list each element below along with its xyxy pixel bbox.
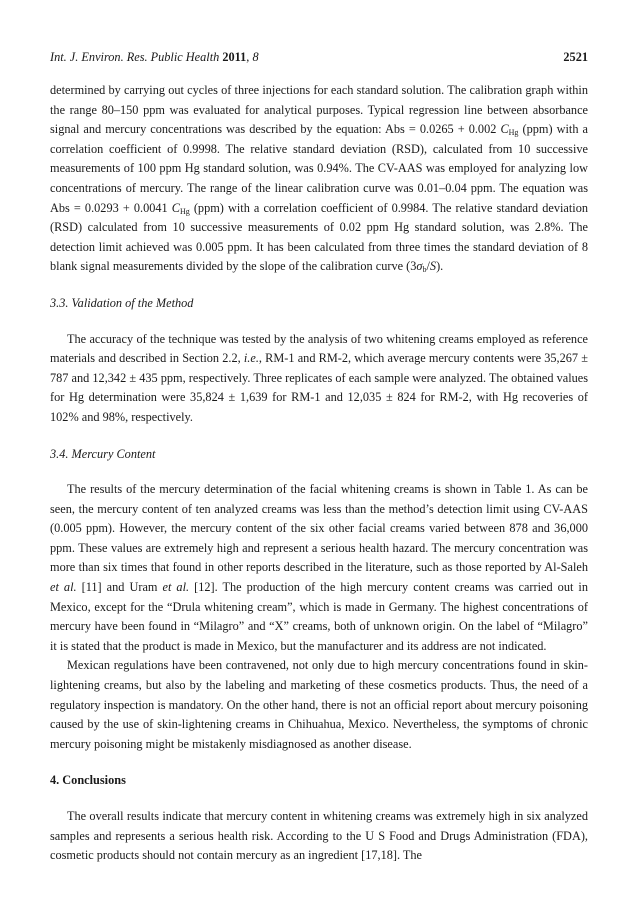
conclusions-paragraph: The overall results indicate that mercury content in whitening creams was extremely high in six analyzed samples and represents a serious health risk. According to the U S Food and Drugs Administration (FDA), cosmetic products should not contain mercury as an ingredient [17,18]. The <box>50 809 588 863</box>
section-heading-4: 4. Conclusions <box>50 773 126 788</box>
spacer <box>50 791 588 807</box>
spacer <box>50 277 588 294</box>
spacer <box>50 754 588 771</box>
running-header <box>50 50 588 68</box>
journal-year: 2011 <box>222 50 247 64</box>
journal-citation: Int. J. Environ. Res. Public Health 2011, 8 <box>50 50 259 64</box>
section-heading-3-4: 3.4. Mercury Content <box>50 446 156 461</box>
journal-name: Int. J. Environ. Res. Public Health <box>50 50 220 64</box>
spacer <box>50 314 588 330</box>
validation-paragraph: The accuracy of the technique was tested by the analysis of two whitening creams employed as reference materials and described in Section 2.2, i.e., RM-1 and RM-2, which average mercury contents were 35,267 ± 787 and 12,342 ± 435 ppm, respectively. Three replicates of each sample were analyzed. The obtained values for Hg determination were 35,824 ± 1,639 for RM-1 and 12,035 ± 824 for RM-2, with Hg recoveries of 102% and 98%, respectively. <box>50 331 589 424</box>
article-body <box>50 81 588 866</box>
section-heading-3-3: 3.3. Validation of the Method <box>50 295 194 310</box>
spacer <box>50 428 588 445</box>
mercury-content-paragraph: The results of the mercury determination of the facial whitening creams is shown in Table 1. As can be seen, the mercury content of ten analyzed creams was less than the method’s detection limit using CV-AAS (0.005 ppm). However, the mercury content of the six other facial creams varied between 878 and 36,000 ppm. These values are extremely high and represent a serious health hazard. The mercury concentration was more than six times that found in other reports described in the literature, such as those reported by Al-Saleh et al. [11] and Uram et al. [12]. The production of the high mercury content creams was carried out in Mexico, except for the “Drula whitening cream”, which is made in Germany. The highest concentrations of mercury have been found in “Milagro” and “X” creams, both of unknown origin. On the label of “Milagro” it is stated that the product is made in Mexico, but the manufacturer and its address are not indicated. <box>50 482 588 653</box>
spacer <box>50 464 588 480</box>
regulations-paragraph: Mexican regulations have been contravened, not only due to high mercury concentrations found in skin-lightening creams, but also by the labeling and marketing of these cosmetics products. Thus, the need of a regulatory inspection is mandatory. On the other hand, there is not an official report about mercury poisoning caused by the use of skin-lightening creams in Chihuahua, Mexico. Nevertheless, the symptoms of chronic mercury poisoning might be mistakenly misdiagnosed as another disease. <box>50 658 588 751</box>
journal-volume: 8 <box>252 50 259 64</box>
page-number: 2521 <box>563 50 588 64</box>
calibration-paragraph: determined by carrying out cycles of three injections for each standard solution. The calibration graph within the range 80–150 ppm was evaluated for analytical purposes. Typical regression line between absorbance signal and mercury concentrations was described by the equation: Abs = 0.0265 + 0.002 $C_{Hg}$ (ppm) with a correlation coefficient of 0.9998. The relative standard deviation (RSD), calculated from 10 successive measurements of 100 ppm Hg standard solution, was 0.94%. The CV-AAS was employed for analyzing low concentrations of mercury. The range of the linear calibration curve was 0.01–0.04 ppm. The equation was Abs = 0.0293 + 0.0041 $C_{Hg}$ (ppm) with a correlation coefficient of 0.9984. The relative standard deviation (RSD) calculated from 10 successive measurements of 0.02 ppm Hg standard solution, was 2.8%. The detection limit achieved was 0.005 ppm. It has been calculated from three times the standard deviation of 8 blank signal measurements divided by the slope of the calibration curve $(3\sigma_b/S)$. <box>50 83 588 275</box>
